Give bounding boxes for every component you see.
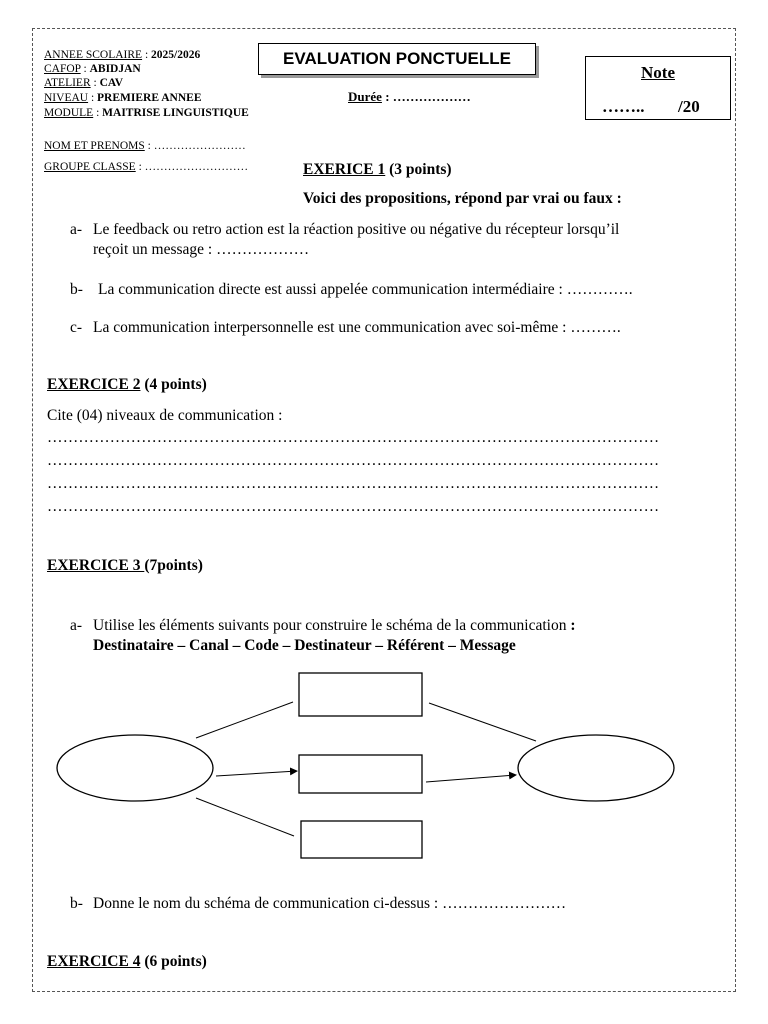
ex3-a-elements: Destinataire – Canal – Code – Destinateur – Référent – Message — [93, 637, 516, 654]
duree-line — [348, 89, 471, 105]
note-value[interactable]: …….. — [602, 97, 645, 116]
ex2-instruction: Cite (04) niveaux de communication : — [47, 407, 283, 424]
ex1-points: (3 points) — [385, 161, 452, 178]
ex1-instruction: Voici des propositions, répond par vrai ou faux : — [303, 190, 622, 207]
ex1-item-b-marker: b- — [70, 281, 83, 298]
nom-line — [44, 140, 246, 153]
ex3-a-line — [93, 616, 576, 635]
ex1-item-b-line1[interactable]: La communication directe est aussi appelée communication intermédiaire : …………. — [98, 281, 633, 298]
atelier-line: ATELIER : CAV — [44, 77, 124, 89]
module-value: MAITRISE LINGUISTIQUE — [102, 107, 249, 119]
note-denominator: /20 — [678, 97, 700, 116]
ex1-item-a-marker: a- — [70, 221, 83, 238]
evaluation-title: EVALUATION PONCTUELLE — [258, 43, 536, 75]
ex3-title: EXERCICE 3 — [47, 557, 145, 574]
ex1-item-a-line2[interactable]: reçoit un message : ……………… — [93, 241, 310, 258]
cafop-line: CAFOP : ABIDJAN — [44, 63, 141, 75]
duree-label: Durée — [348, 89, 382, 104]
nom-field[interactable]: : …………………… — [144, 140, 246, 152]
ex3-a-marker: a- — [70, 617, 83, 634]
ex3-a-colon: : — [566, 617, 576, 634]
ex1-item-c-line1[interactable]: La communication interpersonnelle est une communication avec soi-même : ………. — [93, 319, 621, 336]
ex2-title: EXERCICE 2 — [47, 376, 141, 393]
school-year-value: 2025/2026 — [151, 49, 201, 61]
cafop-value: ABIDJAN — [89, 63, 141, 75]
ex1-title: EXERICE 1 — [303, 161, 386, 178]
ex2-answer-line-1[interactable]: ……………………………………………………………………………………………………… — [47, 429, 660, 446]
ex4-title: EXERCICE 4 — [47, 953, 141, 970]
groupe-field[interactable]: : ……………………… — [135, 161, 249, 173]
ex2-heading — [47, 376, 207, 394]
ex1-item-c-marker: c- — [70, 319, 83, 336]
ex4-points: (6 points) — [140, 953, 207, 970]
note-title: Note — [641, 63, 675, 82]
ex4-heading — [47, 953, 207, 971]
atelier-label: ATELIER — [44, 77, 91, 89]
duree-value: : ……………… — [381, 89, 471, 104]
niveau-label: NIVEAU — [44, 92, 89, 104]
cafop-label: CAFOP — [44, 63, 81, 75]
atelier-value: CAV — [99, 77, 124, 89]
school-year-label: ANNEE SCOLAIRE — [44, 49, 143, 61]
nom-label: NOM ET PRENOMS — [44, 140, 145, 152]
niveau-value: PREMIERE ANNEE — [97, 92, 202, 104]
ex3-b-text[interactable]: Donne le nom du schéma de communication ci-dessus : …………………… — [93, 895, 567, 912]
ex2-answer-line-2[interactable]: ……………………………………………………………………………………………………… — [47, 452, 660, 469]
ex1-heading — [303, 161, 452, 179]
ex1-item-a-line1: Le feedback ou retro action est la réaction positive ou négative du récepteur lorsqu’il — [93, 221, 620, 238]
ex3-a-text: Utilise les éléments suivants pour construire le schéma de la communication — [93, 617, 567, 634]
ex2-answer-line-4[interactable]: ……………………………………………………………………………………………………… — [47, 498, 660, 515]
module-line: MODULE : MAITRISE LINGUISTIQUE — [44, 107, 249, 119]
niveau-line: NIVEAU : PREMIERE ANNEE — [44, 92, 202, 104]
groupe-label: GROUPE CLASSE — [44, 161, 136, 173]
ex3-heading — [47, 557, 203, 575]
ex2-points: (4 points) — [140, 376, 207, 393]
module-label: MODULE — [44, 107, 94, 119]
ex3-b-marker: b- — [70, 895, 83, 912]
ex2-answer-line-3[interactable]: ……………………………………………………………………………………………………… — [47, 475, 660, 492]
ex3-points: (7points) — [144, 557, 203, 574]
school-year-line: ANNEE SCOLAIRE : 2025/2026 — [44, 49, 201, 61]
groupe-line — [44, 161, 248, 174]
note-box — [585, 56, 731, 120]
